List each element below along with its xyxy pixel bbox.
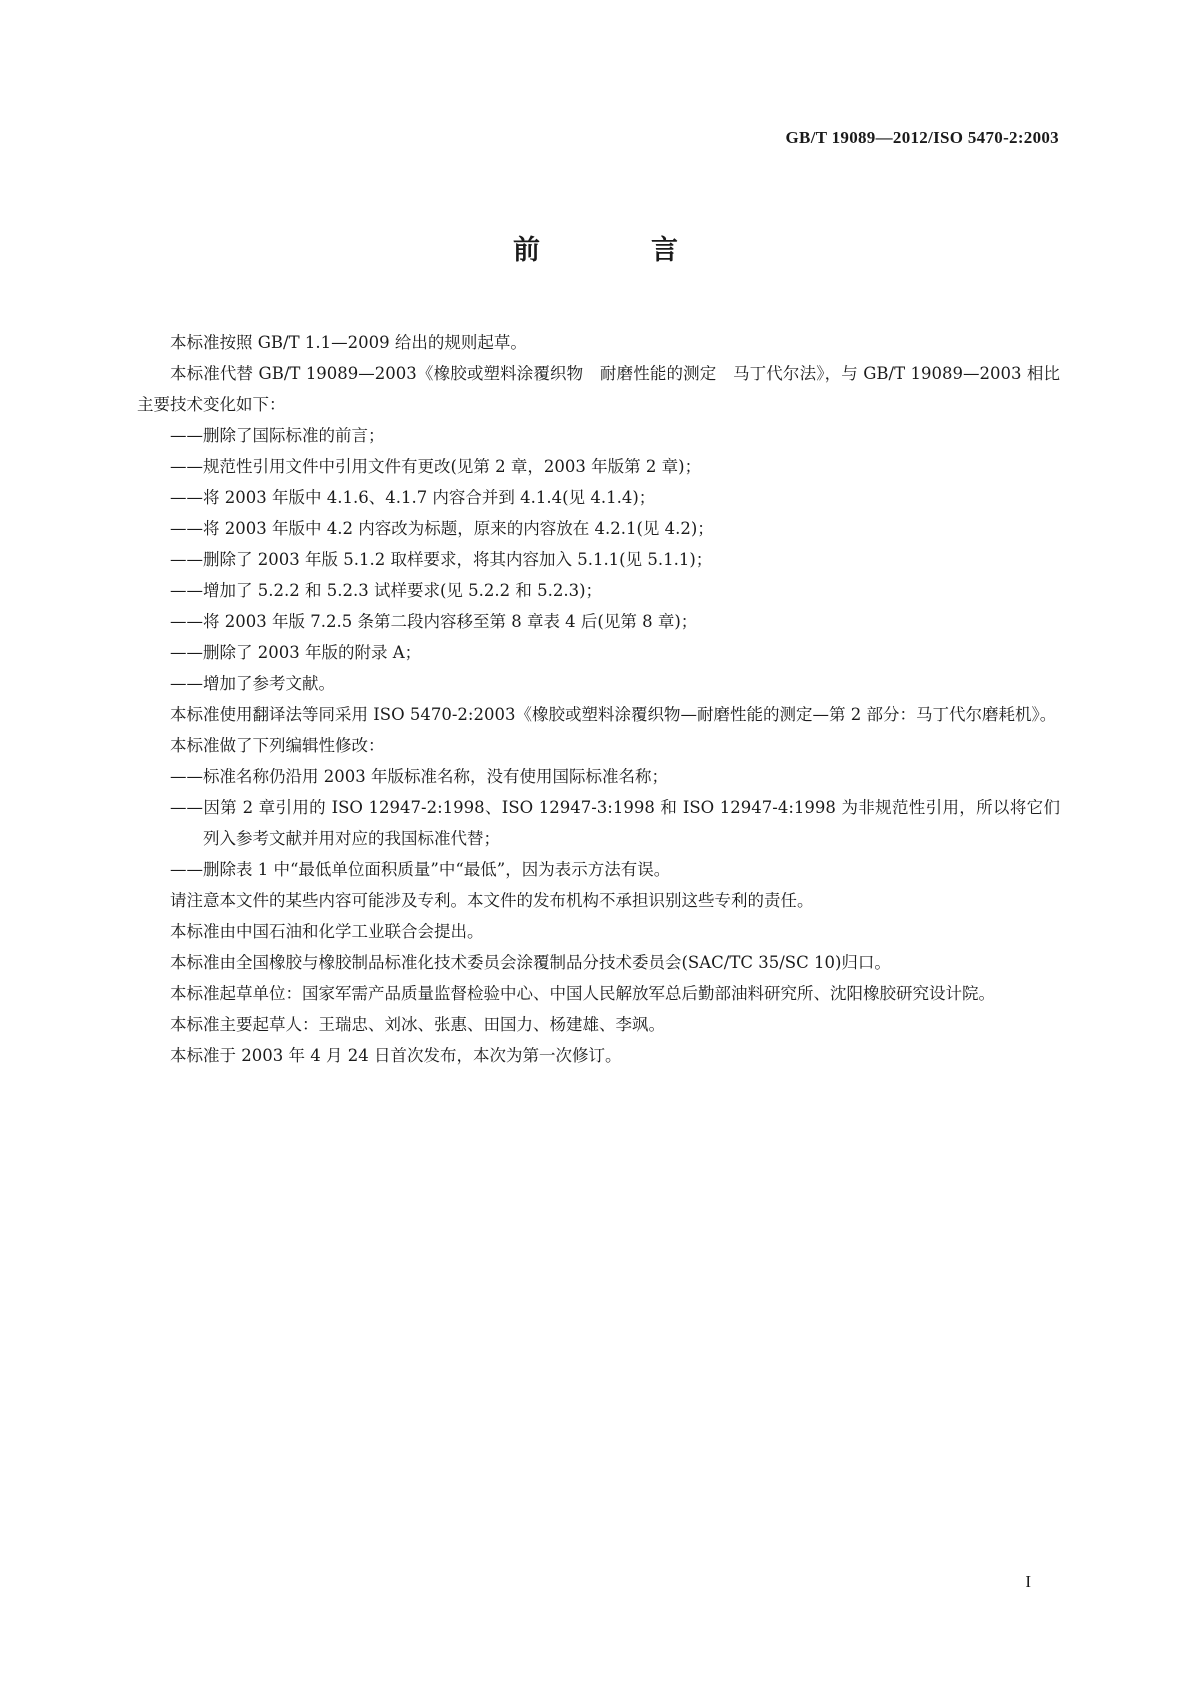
list-item-technical-change: ——删除了国际标准的前言；: [170, 426, 385, 445]
paragraph-publication-history: 本标准于 2003 年 4 月 24 日首次发布，本次为第一次修订。: [170, 1046, 622, 1065]
list-item-technical-change: ——规范性引用文件中引用文件有更改(见第 2 章，2003 年版第 2 章)；: [170, 457, 702, 476]
list-item-technical-change: ——增加了 5.2.2 和 5.2.3 试样要求(见 5.2.2 和 5.2.3)；: [170, 581, 603, 600]
list-item-editorial-change: ——删除表 1 中“最低单位面积质量”中“最低”，因为表示方法有误。: [170, 860, 671, 879]
paragraph-drafting-units: 本标准起草单位：国家军需产品质量监督检验中心、中国人民解放军总后勤部油料研究所、沈阳橡胶研究设计院。: [170, 984, 995, 1003]
standard-code-header: GB/T 19089—2012/ISO 5470-2:2003: [785, 128, 1059, 147]
list-item-technical-change: ——删除了 2003 年版的附录 A；: [170, 643, 422, 662]
paragraph-proposed-by: 本标准由中国石油和化学工业联合会提出。: [170, 922, 484, 941]
list-item-technical-change: ——将 2003 年版中 4.1.6、4.1.7 内容合并到 4.1.4(见 4.1.4)；: [170, 488, 656, 507]
list-item-technical-change: ——将 2003 年版中 4.2 内容改为标题，原来的内容放在 4.2.1(见 4.2)；: [170, 519, 714, 538]
foreword-body: [137, 327, 1060, 1071]
paragraph-replaces: 本标准代替 GB/T 19089—2003《橡胶或塑料涂覆织物 耐磨性能的测定 马丁代尔法》，与 GB/T 19089—2003 相比主要技术变化如下：: [137, 364, 1060, 414]
paragraph-drafting-rules: 本标准按照 GB/T 1.1—2009 给出的规则起草。: [170, 333, 527, 352]
paragraph-drafters: 本标准主要起草人：王瑞忠、刘冰、张惠、田国力、杨建雄、李飒。: [170, 1015, 665, 1034]
list-item-technical-change: ——将 2003 年版 7.2.5 条第二段内容移至第 8 章表 4 后(见第 8 章)；: [170, 612, 698, 631]
page-title: 前 言: [513, 235, 720, 266]
paragraph-patent-notice: 请注意本文件的某些内容可能涉及专利。本文件的发布机构不承担识别这些专利的责任。: [170, 891, 814, 910]
paragraph-editorial-intro: 本标准做了下列编辑性修改：: [170, 736, 385, 755]
paragraph-administered-by: 本标准由全国橡胶与橡胶制品标准化技术委员会涂覆制品分技术委员会(SAC/TC 35/SC 10)归口。: [170, 953, 891, 972]
list-item-technical-change: ——增加了参考文献。: [170, 674, 335, 693]
paragraph-equivalent-adoption: 本标准使用翻译法等同采用 ISO 5470-2:2003《橡胶或塑料涂覆织物—耐磨性能的测定—第 2 部分：马丁代尔磨耗机》。: [170, 705, 1057, 724]
list-item-technical-change: ——删除了 2003 年版 5.1.2 取样要求，将其内容加入 5.1.1(见 5.1.1)；: [170, 550, 713, 569]
list-item-editorial-change: ——标准名称仍沿用 2003 年版标准名称，没有使用国际标准名称；: [170, 767, 668, 786]
list-item-editorial-change: ——因第 2 章引用的 ISO 12947-2:1998、ISO 12947-3:1998 和 ISO 12947-4:1998 为非规范性引用，所以将它们列入参考文献并用对应的我国标准代替；: [170, 798, 1060, 848]
page-number: I: [1025, 1572, 1031, 1591]
